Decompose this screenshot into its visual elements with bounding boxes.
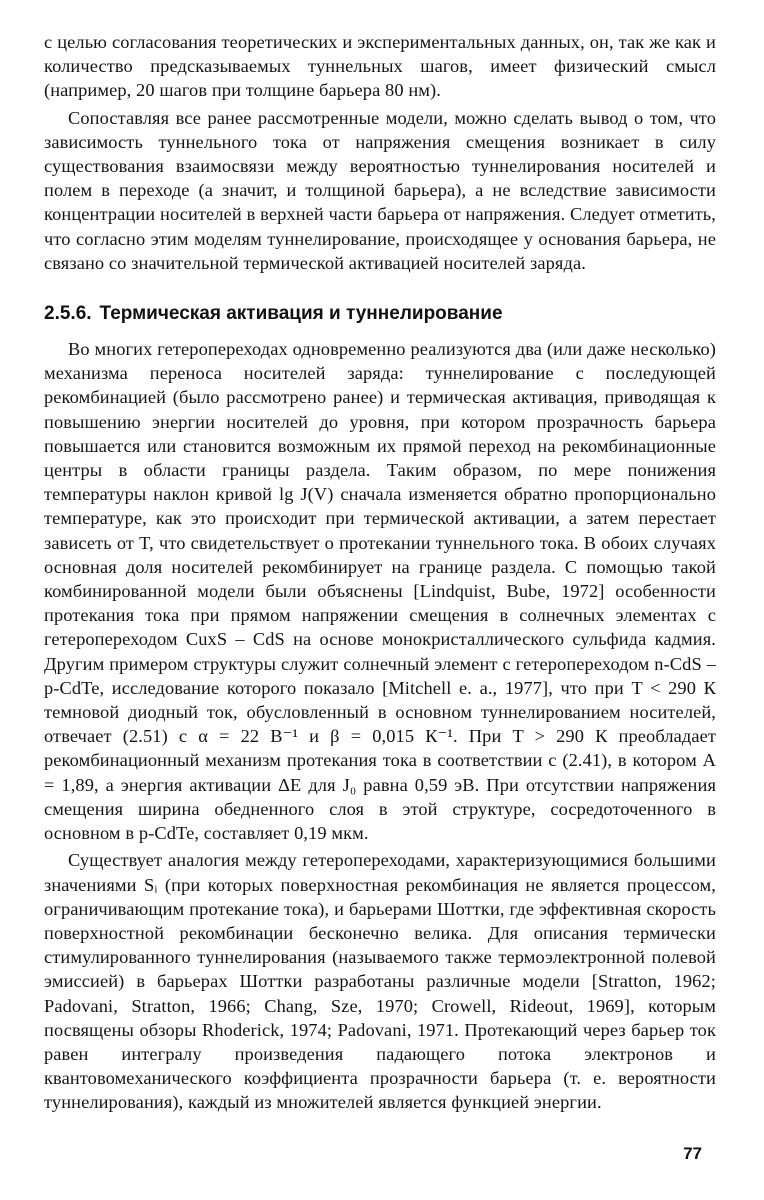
- paragraph-thermal-activation: Во многих гетеропереходах одновременно реализуются два (или даже несколько) механизма переноса носителей заряда: туннелирование с последующей рекомбинацией (было рассмотрено ранее) и термическая активация, приводящая к повышению энергии носителей до уровня, при котором прозрачность барьера повышается или становится возможным их прямой переход на рекомбинационные центры в области границы раздела. Таким образом, по мере понижения температуры наклон кривой lg J(V) сначала изменяется обратно пропорционально температуре, как это происходит при термической активации, а затем перестает зависеть от T, что свидетельствует о протекании туннельного тока. В обоих случаях основная доля носителей рекомбинирует на границе раздела. С помощью такой комбинированной модели были объяснены [Lindquist, Bube, 1972] особенности протекания тока при прямом напряжении смещения в солнечных элементах с гетеропереходом CuxS – CdS на основе монокристаллического сульфида кадмия. Другим примером структуры служит солнечный элемент с гетеропереходом n-CdS – p-CdTe, исследование которого показало [Mitchell e. a., 1977], что при T < 290 К темновой диодный ток, обусловленный в основном туннелированием носителей, отвечает (2.51) с α = 22 В⁻¹ и β = 0,015 К⁻¹. При T > 290 К преобладает рекомбинационный механизм протекания тока в соответствии с (2.41), в котором A = 1,89, а энергия активации ΔE для J₀ равна 0,59 эВ. При отсутствии напряжения смещения ширина обедненного слоя в этой структуре, сосредоточенного в основном в p-CdTe, составляет 0,19 мкм.: [44, 339, 716, 844]
- section-number: 2.5.6.: [44, 303, 92, 325]
- page-number: 77: [683, 1144, 702, 1163]
- document-page: [44, 30, 716, 1115]
- paragraph-continuation: с целью согласования теоретических и экспериментальных данных, он, так же как и количество предсказываемых туннельных шагов, имеет физический смысл (например, 20 шагов при толщине барьера 80 нм).: [44, 32, 716, 101]
- paragraph-schottky-analogy: Существует аналогия между гетеропереходами, характеризующимися большими значениями Sᵢ (при которых поверхностная рекомбинация не является процессом, ограничивающим протекание тока), и барьерами Шоттки, где эффективная скорость поверхностной рекомбинации бесконечно велика. Для описания термически стимулированного туннелирования (называемого также термоэлектронной полевой эмиссией) в барьерах Шоттки разработаны различные модели [Stratton, 1962; Padovani, Stratton, 1966; Chang, Sze, 1970; Crowell, Rideout, 1969], которым посвящены обзоры Rhoderick, 1974; Padovani, 1971. Протекающий через барьер ток равен интегралу произведения падающего потока электронов и квантовомеханического коэффициента прозрачности барьера (т. е. вероятности туннелирования), каждый из множителей является функцией энергии.: [44, 850, 716, 1113]
- section-title: Термическая активация и туннелирование: [99, 303, 503, 325]
- section-heading: [44, 302, 716, 326]
- paragraph-conclusion: Сопоставляя все ранее рассмотренные модели, можно сделать вывод о том, что зависимость туннельного тока от напряжения смещения возникает в силу существования взаимосвязи между вероятностью туннелирования носителей и полем в переходе (а значит, и толщиной барьера), а не вследствие зависимости концентрации носителей в верхней части барьера от напряжения. Следует отметить, что согласно этим моделям туннелирование, происходящее у основания барьера, не связано со значительной термической активацией носителей заряда.: [44, 107, 716, 273]
